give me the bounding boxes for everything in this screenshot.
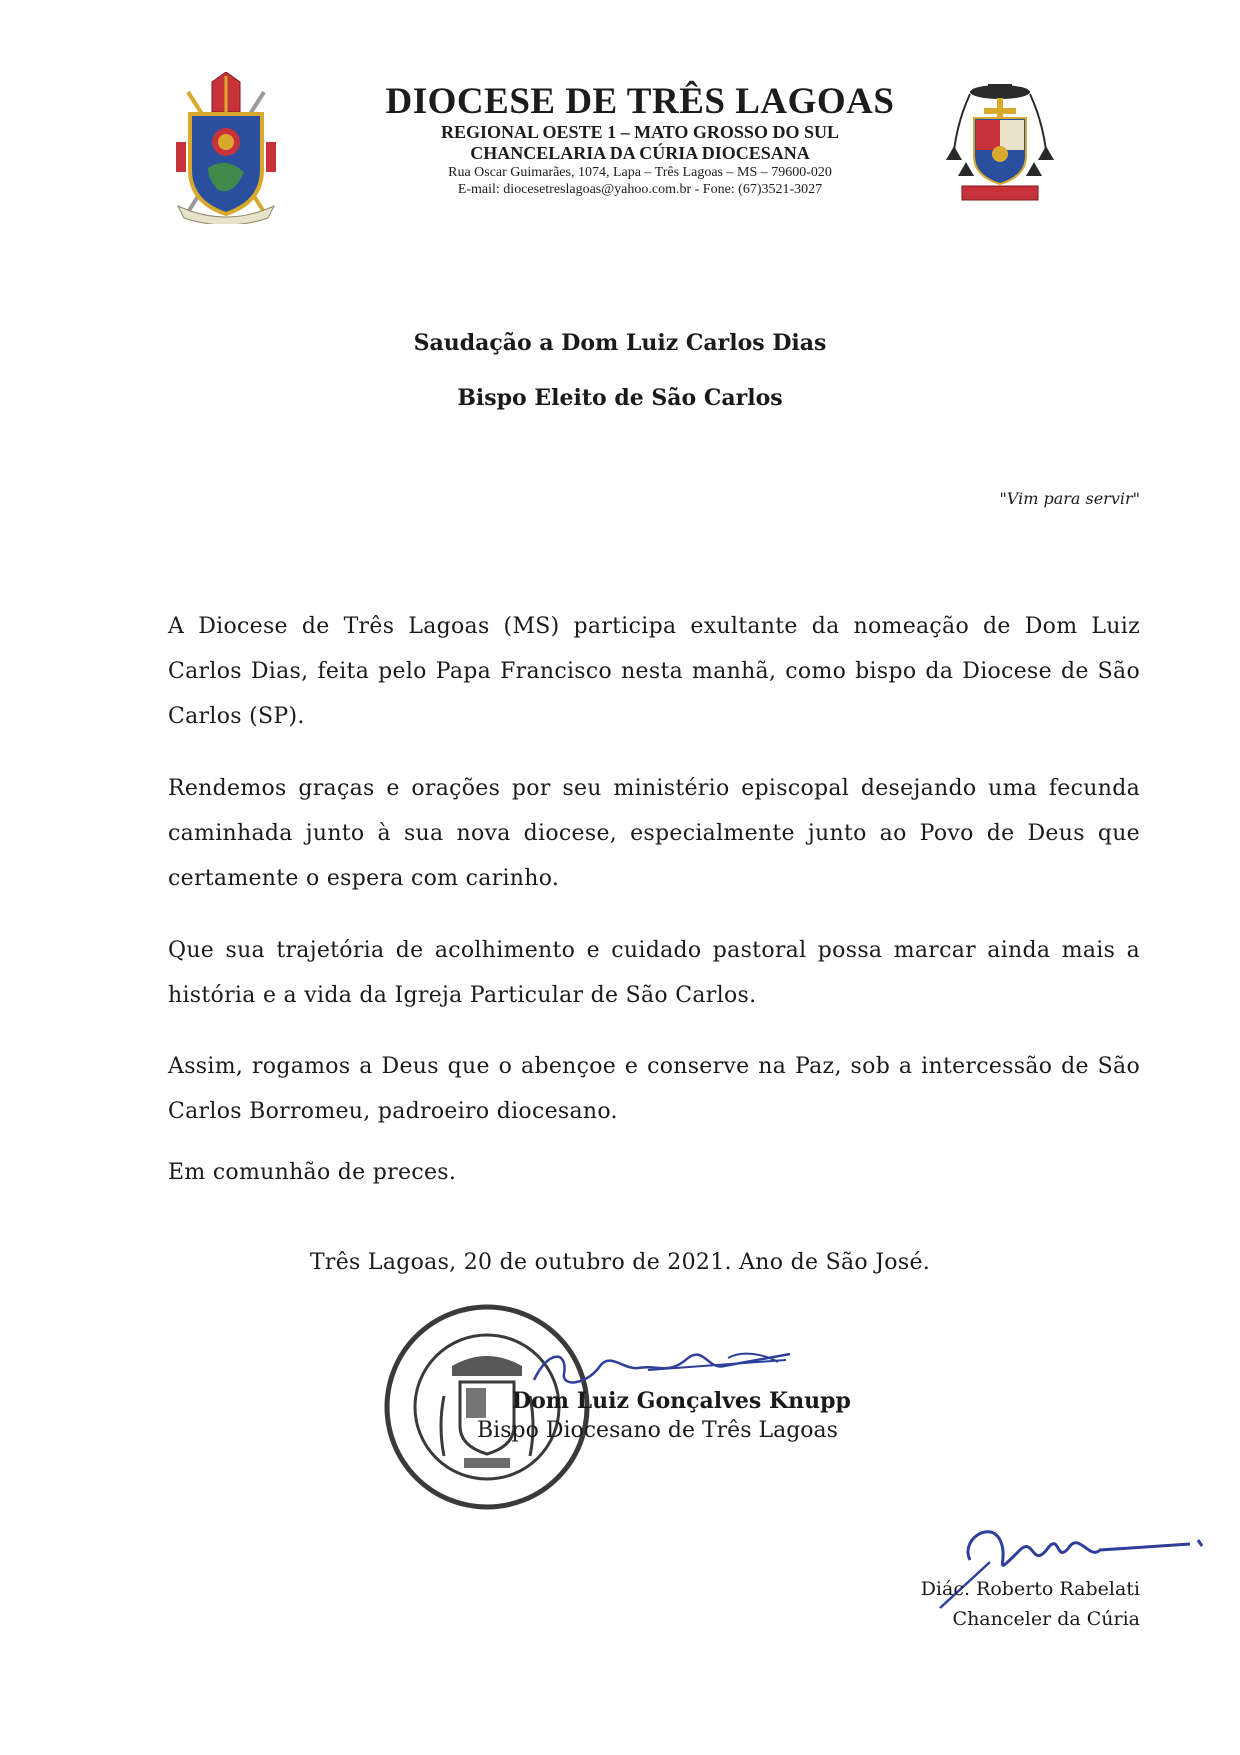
chancery-line: CHANCELARIA DA CÚRIA DIOCESANA — [470, 143, 810, 163]
region-line: REGIONAL OESTE 1 – MATO GROSSO DO SUL — [441, 122, 839, 142]
paragraph: Assim, rogamos a Deus que o abençoe e conserve na Paz, sob a intercessão de São Carlos Borromeu, padroeiro diocesano. — [168, 1054, 1140, 1124]
chancellor-title: Chanceler da Cúria — [952, 1608, 1140, 1630]
address-line: Rua Oscar Guimarães, 1074, Lapa – Três Lagoas – MS – 79600-020 — [448, 165, 832, 180]
paragraph: Rendemos graças e orações por seu ministério episcopal desejando uma fecunda caminhada junto à sua nova diocese, especialmente junto ao Povo de Deus que certamente o espera com carinho. — [168, 776, 1140, 891]
contact-line: E-mail: diocesetreslagoas@yahoo.com.br - Fone: (67)3521-3027 — [457, 182, 823, 197]
document-heading: Saudação a Dom Luiz Carlos Dias — [413, 330, 827, 356]
paragraph: A Diocese de Três Lagoas (MS) participa exultante da nomeação de Dom Luiz Carlos Dias, feita pelo Papa Francisco nesta manhã, como bispo da Diocese de São Carlos (SP). — [168, 614, 1140, 729]
letterhead — [380, 82, 900, 198]
motto: "Vim para servir" — [999, 489, 1140, 508]
bishop-coat-of-arms-icon — [940, 80, 1060, 202]
paragraph: Que sua trajetória de acolhimento e cuidado pastoral possa marcar ainda mais a história e a vida da Igreja Particular de São Carlos. — [168, 938, 1140, 1008]
chancellor-name: Diác. Roberto Rabelati — [920, 1578, 1140, 1600]
document-subheading: Bispo Eleito de São Carlos — [457, 385, 783, 411]
bishop-title: Bispo Diocesano de Três Lagoas — [477, 1418, 838, 1443]
closing-line: Em comunhão de preces. — [168, 1160, 457, 1185]
diocese-coat-of-arms-icon — [168, 72, 284, 224]
bishop-name: Dom Luiz Gonçalves Knupp — [512, 1388, 851, 1414]
diocese-title: DIOCESE DE TRÊS LAGOAS — [385, 81, 895, 122]
date-line: Três Lagoas, 20 de outubro de 2021. Ano de São José. — [309, 1250, 931, 1275]
